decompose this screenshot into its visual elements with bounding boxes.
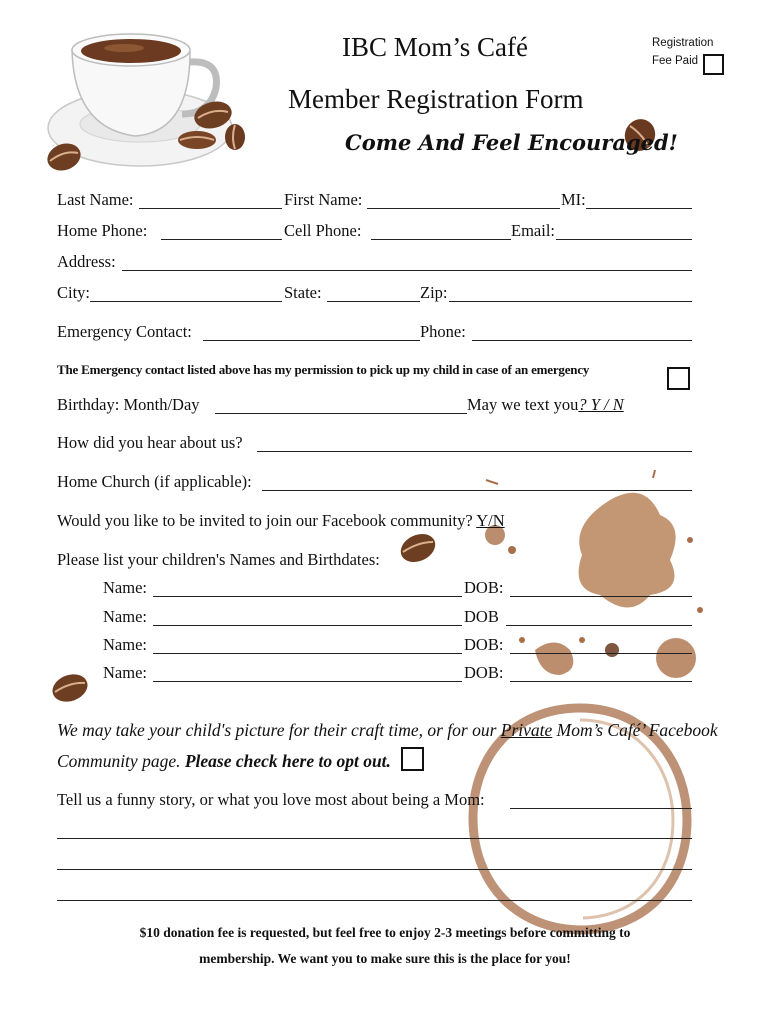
story-prompt: Tell us a funny story, or what you love most about being a Mom: xyxy=(57,790,485,809)
text-options[interactable]: ? Y / N xyxy=(578,395,624,414)
text-permission-question xyxy=(467,395,624,415)
photo-notice-line2 xyxy=(57,751,391,771)
mi-field[interactable] xyxy=(586,208,692,209)
child-1-name-label: Name: xyxy=(103,578,147,597)
address-label: Address: xyxy=(57,252,116,271)
footer-line-1: $10 donation fee is requested, but feel free to enjoy 2-3 meetings before committing to xyxy=(139,925,631,940)
home-phone-label: Home Phone: xyxy=(57,221,148,240)
child-3-name-label: Name: xyxy=(103,635,147,654)
story-field-line-3[interactable] xyxy=(57,869,692,870)
birthday-field[interactable] xyxy=(215,413,467,414)
emergency-permission-checkbox[interactable] xyxy=(667,367,690,390)
home-church-label: Home Church (if applicable): xyxy=(57,472,252,491)
child-2-name-label: Name: xyxy=(103,607,147,626)
email-label: Email: xyxy=(511,221,555,240)
child-1-dob-field[interactable] xyxy=(510,596,692,597)
photo-notice-text-2: Mom’s Café’ Facebook xyxy=(552,720,718,740)
child-2-name-field[interactable] xyxy=(153,625,462,626)
coffee-bean-icon xyxy=(50,670,90,706)
text-question: May we text you xyxy=(467,395,579,414)
state-field[interactable] xyxy=(327,301,420,302)
fee-paid-line1: Registration xyxy=(652,37,714,49)
home-phone-field[interactable] xyxy=(161,239,282,240)
children-prompt: Please list your children's Names and Birthdates: xyxy=(57,550,380,569)
coffee-bean-icon xyxy=(222,122,248,152)
photo-notice-private: Private xyxy=(500,720,553,740)
emergency-phone-label: Phone: xyxy=(420,322,466,341)
child-3-dob-label: DOB: xyxy=(464,635,504,654)
cell-phone-field[interactable] xyxy=(371,239,511,240)
first-name-label: First Name: xyxy=(284,190,363,209)
photo-opt-out-checkbox[interactable] xyxy=(401,747,424,771)
story-field-line-1[interactable] xyxy=(510,808,692,809)
zip-label: Zip: xyxy=(420,283,448,302)
cell-phone-label: Cell Phone: xyxy=(284,221,362,240)
photo-notice-text: We may take your child's picture for their craft time, or for our xyxy=(57,720,501,740)
child-4-dob-label: DOB: xyxy=(464,663,504,682)
child-3-name-field[interactable] xyxy=(153,653,462,654)
photo-opt-out-label: Please check here to opt out. xyxy=(184,751,391,771)
child-4-name-field[interactable] xyxy=(153,681,462,682)
birthday-label: Birthday: Month/Day xyxy=(57,395,200,414)
tagline: Come And Feel Encouraged! xyxy=(345,130,678,155)
child-4-dob-field[interactable] xyxy=(510,681,692,682)
fee-paid-line2: Fee Paid xyxy=(652,55,699,67)
first-name-field[interactable] xyxy=(367,208,560,209)
child-4-name-label: Name: xyxy=(103,663,147,682)
coffee-bean-icon xyxy=(176,128,218,152)
story-field-line-2[interactable] xyxy=(57,838,692,839)
heard-about-label: How did you hear about us? xyxy=(57,433,243,452)
footer-line-2: membership. We want you to make sure this is the place for you! xyxy=(199,951,571,966)
child-3-dob-field[interactable] xyxy=(510,653,692,654)
child-1-dob-label: DOB: xyxy=(464,578,504,597)
facebook-options[interactable]: Y/N xyxy=(476,511,505,530)
photo-notice-line1 xyxy=(57,720,718,740)
emergency-contact-label: Emergency Contact: xyxy=(57,322,192,341)
heard-about-field[interactable] xyxy=(257,451,692,452)
footer-note xyxy=(0,920,770,972)
emergency-permission-text: The Emergency contact listed above has my permission to pick up my child in case of an emergency xyxy=(57,362,590,377)
emergency-contact-field[interactable] xyxy=(203,340,420,341)
child-2-dob-label: DOB xyxy=(464,607,499,626)
coffee-bean-icon xyxy=(398,530,438,566)
child-1-name-field[interactable] xyxy=(153,596,462,597)
address-field[interactable] xyxy=(122,270,692,271)
home-church-field[interactable] xyxy=(262,490,692,491)
coffee-bean-icon xyxy=(44,140,84,174)
zip-field[interactable] xyxy=(449,301,692,302)
email-field[interactable] xyxy=(556,239,692,240)
form-title: IBC Mom’s Café xyxy=(342,32,528,62)
coffee-stain-decoration xyxy=(470,470,730,710)
mi-label: MI: xyxy=(561,190,586,209)
last-name-field[interactable] xyxy=(139,208,282,209)
emergency-phone-field[interactable] xyxy=(472,340,692,341)
fee-paid-checkbox[interactable] xyxy=(703,54,724,75)
city-label: City: xyxy=(57,283,91,302)
facebook-question xyxy=(57,511,505,531)
city-field[interactable] xyxy=(90,301,282,302)
form-subtitle: Member Registration Form xyxy=(288,84,584,114)
story-field-line-4[interactable] xyxy=(57,900,692,901)
photo-notice-text-3: Community page. xyxy=(57,751,185,771)
state-label: State: xyxy=(284,283,322,302)
last-name-label: Last Name: xyxy=(57,190,134,209)
child-2-dob-field[interactable] xyxy=(506,625,692,626)
facebook-question-text: Would you like to be invited to join our Facebook community? xyxy=(57,511,477,530)
